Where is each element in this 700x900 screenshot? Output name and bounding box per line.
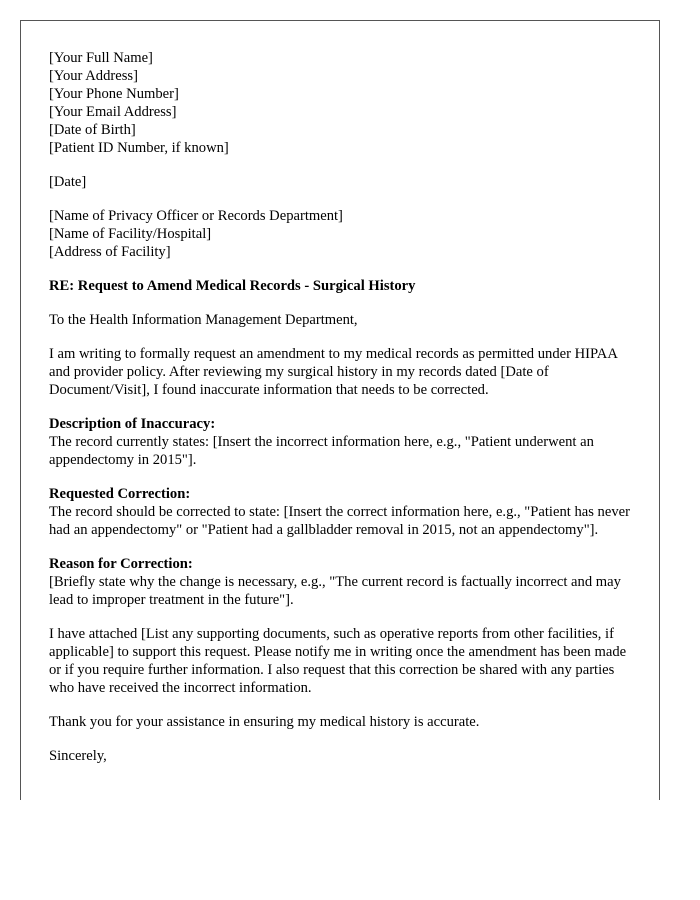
- section-heading: Requested Correction:: [49, 486, 191, 502]
- sender-name: [Your Full Name]: [49, 50, 153, 66]
- recipient-block: [49, 207, 639, 261]
- section-correction: [49, 485, 639, 539]
- recipient-name: [Name of Privacy Officer or Records Department]: [49, 208, 343, 224]
- salutation: To the Health Information Management Department,: [49, 312, 358, 328]
- sender-dob: [Date of Birth]: [49, 122, 136, 138]
- attachments-paragraph: I have attached [List any supporting documents, such as operative reports from other facilities, if applicable] to support this request. Please notify me in writing once the amendment has been made or if you require further information. I also request that this correction be shared with any parties who have received the incorrect information.: [49, 626, 627, 696]
- section-inaccuracy: [49, 415, 639, 469]
- section-body: The record currently states: [Insert the incorrect information here, e.g., "Patient underwent an appendectomy in 2015"].: [49, 434, 594, 468]
- date-block: [49, 173, 639, 191]
- section-body: The record should be corrected to state: [Insert the correct information here, e.g., "Patient has never had an appendectomy" or "Patient had a gallbladder removal in 2015, not an appendectomy"].: [49, 504, 630, 538]
- section-body: [Briefly state why the change is necessary, e.g., "The current record is factually incorrect and may lead to improper treatment in the future"].: [49, 574, 621, 608]
- recipient-facility: [Name of Facility/Hospital]: [49, 226, 212, 242]
- section-heading: Description of Inaccuracy:: [49, 416, 216, 432]
- section-reason: [49, 555, 639, 609]
- letter-page: [20, 20, 660, 800]
- letter-content: [49, 49, 639, 781]
- closing: Sincerely,: [49, 748, 107, 764]
- sender-email: [Your Email Address]: [49, 104, 177, 120]
- letter-date: [Date]: [49, 174, 87, 190]
- subject-line: RE: Request to Amend Medical Records - Surgical History: [49, 278, 416, 294]
- recipient-address: [Address of Facility]: [49, 244, 171, 260]
- sender-block: [49, 49, 639, 157]
- section-heading: Reason for Correction:: [49, 556, 193, 572]
- intro-paragraph: I am writing to formally request an amendment to my medical records as permitted under HIPAA and provider policy. After reviewing my surgical history in my records dated [Date of Document/Visit], I found inaccurate information that needs to be corrected.: [49, 346, 618, 398]
- sender-phone: [Your Phone Number]: [49, 86, 179, 102]
- sender-patient-id: [Patient ID Number, if known]: [49, 140, 229, 156]
- thanks-paragraph: Thank you for your assistance in ensuring my medical history is accurate.: [49, 714, 480, 730]
- sender-address: [Your Address]: [49, 68, 138, 84]
